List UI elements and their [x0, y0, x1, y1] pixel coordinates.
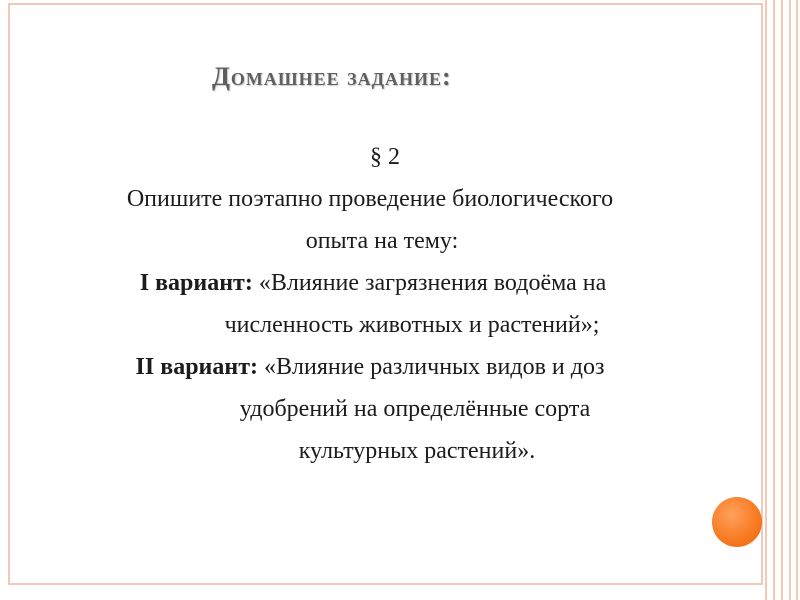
stripe — [789, 0, 791, 600]
decorative-circle — [712, 497, 762, 547]
variant-2-text-1: «Влияние различных видов и доз — [257, 354, 605, 380]
stripe — [773, 0, 775, 600]
variant-1-text-1: «Влияние загрязнения водоёма на — [252, 270, 607, 296]
slide-body — [30, 136, 710, 472]
stripe — [765, 0, 767, 600]
intro-line-1: Опишите поэтапно проведение биологического — [126, 186, 614, 212]
stripe — [781, 0, 783, 600]
variant-1-line-1 — [30, 262, 710, 304]
variant-2-line-3: культурных растений». — [298, 438, 536, 464]
decorative-stripes — [763, 0, 800, 600]
variant-1-label: I вариант: — [139, 270, 253, 296]
paragraph-reference: § 2 — [370, 144, 400, 170]
stripe — [796, 0, 798, 600]
intro-line-2: опыта на тему: — [305, 228, 459, 254]
variant-2-label: II вариант: — [135, 354, 258, 380]
slide-title: Домашнее задание: — [212, 62, 452, 91]
variant-1-line-2: численность животных и растений»; — [224, 312, 600, 338]
variant-2-line-1 — [30, 346, 710, 388]
variant-2-line-2: удобрений на определённые сорта — [239, 396, 591, 422]
